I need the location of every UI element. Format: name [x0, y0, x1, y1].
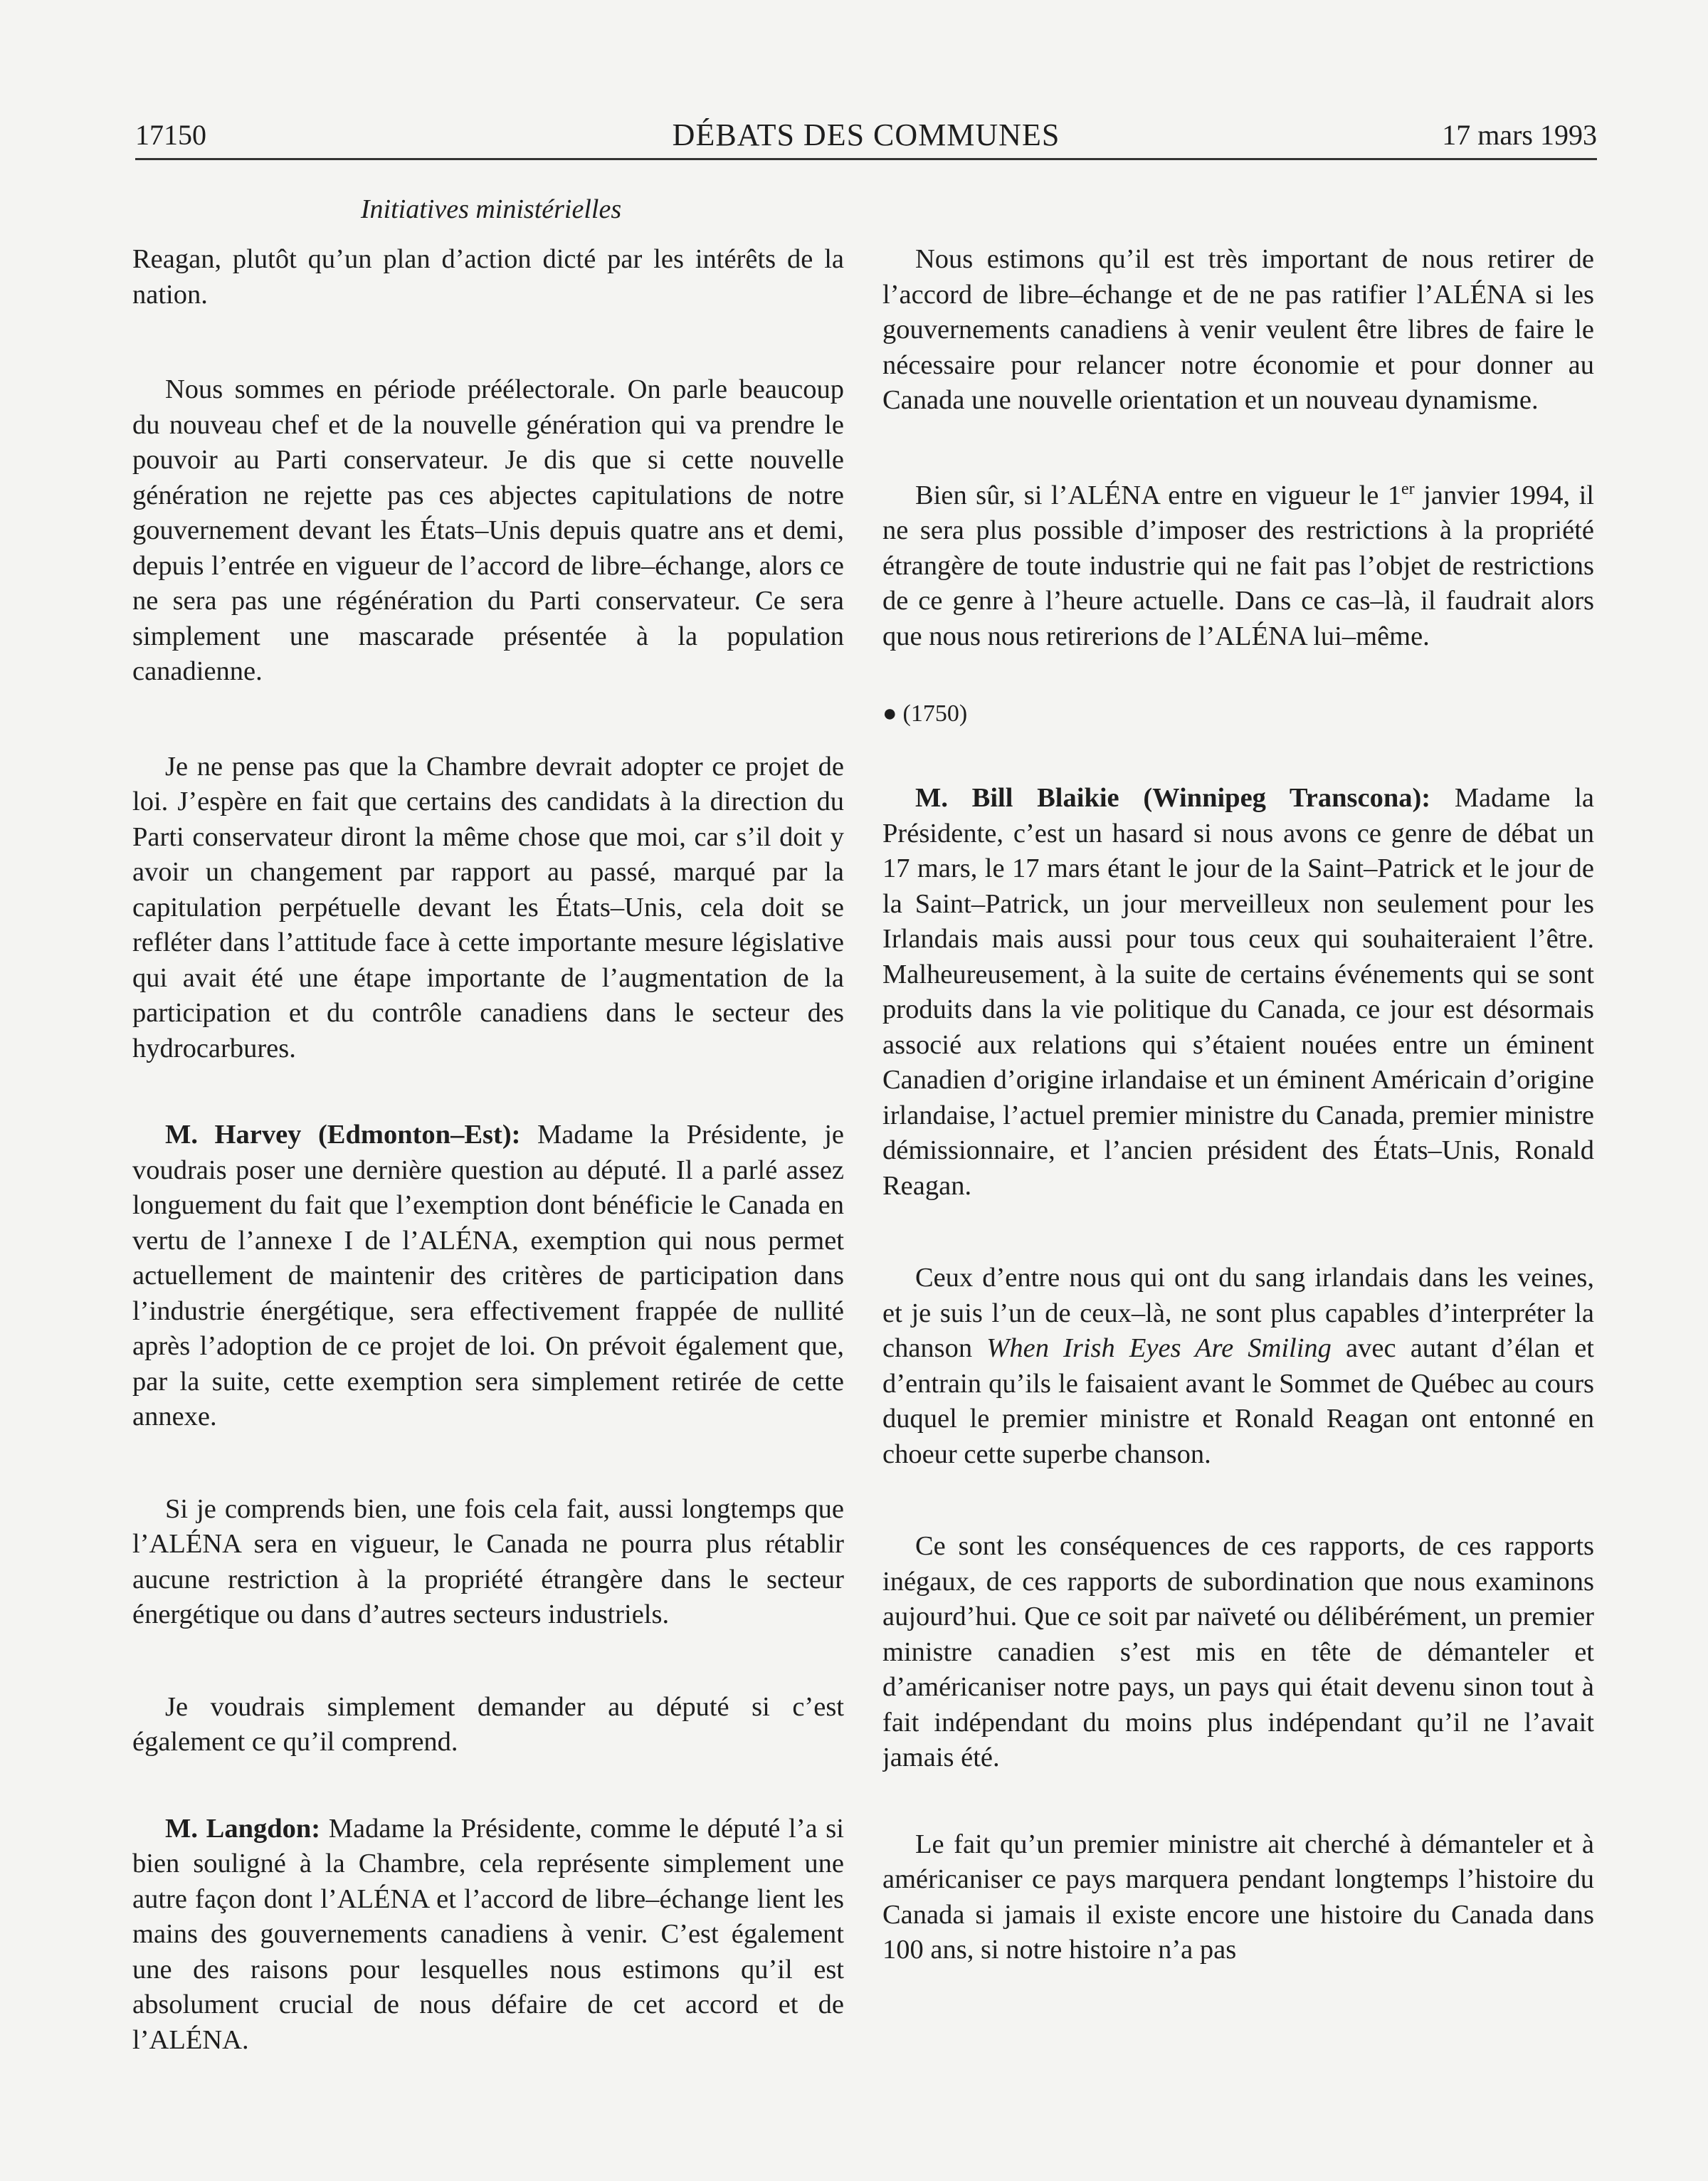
speech-text: Madame la Présidente, comme le député l’a si bien souligné à la Chambre, cela représente simplement une autre façon dont l’ALÉNA et l’accord de libre–échange lient les mains des gouvernements canadiens à venir. C’est également une des raisons pour lesquelles nous estimons qu’il est absolument crucial de nous défaire de cet accord et de l’ALÉNA.: [132, 1813, 844, 2055]
header-rule: [135, 158, 1597, 160]
left-column: [132, 242, 844, 2150]
paragraph: Je voudrais simplement demander au député si c’est également ce qu’il comprend.: [132, 1691, 844, 1757]
section-heading: Initiatives ministérielles: [360, 194, 622, 224]
publication-title: DÉBATS DES COMMUNES: [672, 117, 1060, 152]
page-header: [135, 114, 1597, 157]
paragraph: Je ne pense pas que la Chambre devrait adopter ce projet de loi. J’espère en fait que certains des candidats à la direction du Parti conservateur diront la même chose que moi, car s’il doit y avoir un changement par rapport au passé, marqué par la capitulation perpétuelle devant les États–Unis, cela doit se refléter dans l’attitude face à cette importante mesure législative qui avait été une étape importante de l’augmentation de la participation et du contrôle canadiens dans le secteur des hydrocarbures.: [132, 751, 844, 1063]
paragraph: Nous estimons qu’il est très important de nous retirer de l’accord de libre–échange et de ne pas ratifier l’ALÉNA si les gouvernements canadiens à venir veulent être libres de faire le nécessaire pour relancer notre économie et pour donner au Canada une nouvelle orientation et un nouveau dynamisme.: [882, 244, 1594, 415]
timestamp-text: (1750): [902, 700, 968, 727]
timestamp: [882, 697, 1594, 731]
paragraph: Si je comprends bien, une fois cela fait, aussi longtemps que l’ALÉNA sera en vigueur, le Canada ne pourra plus rétablir aucune restriction à la propriété étrangère dans le secteur énergétique ou dans d’autres secteurs industriels.: [132, 1493, 844, 1629]
paragraph: Reagan, plutôt qu’un plan d’action dicté par les intérêts de la nation.: [132, 244, 844, 310]
speaker-name: M. Bill Blaikie (Winnipeg Transcona):: [915, 783, 1431, 813]
bullet-icon: ●: [882, 700, 897, 727]
speaker-name: M. Harvey (Edmonton–Est):: [165, 1120, 521, 1150]
speech-text: Madame la Présidente, je voudrais poser une dernière question au député. Il a parlé assez longuement du fait que l’exemption dont bénéficie le Canada en vertu de l’annexe I de l’ALÉNA, exemption qui nous permet actuellement de maintenir des critères de participation dans l’industrie énergétique, sera effectivement frappée de nullité après l’adoption de ce projet de loi. On prévoit également que, par la suite, cette exemption sera simplement retirée de cette annexe.: [132, 1120, 844, 1431]
superscript: er: [1401, 479, 1415, 498]
paragraph-text: Bien sûr, si l’ALÉNA entre en vigueur le 1: [915, 480, 1402, 510]
paragraph: Nous sommes en période préélectorale. On parle beaucoup du nouveau chef et de la nouvelle génération qui va prendre le pouvoir au Parti conservateur. Je dis que si cette nouvelle génération ne rejette pas ces abjectes capitulations de notre gouvernement devant les États–Unis depuis quatre ans et demi, depuis l’entrée en vigueur de l’accord de libre–échange, alors ce ne sera pas une régénération du Parti conservateur. Ce sera simplement une mascarade présentée à la population canadienne.: [132, 374, 844, 686]
speech-text: Madame la Présidente, c’est un hasard si nous avons ce genre de débat un 17 mars, le 17 mars étant le jour de la Saint–Patrick et le jour de la Saint–Patrick, un jour merveilleux non seulement pour les Irlandais mais aussi pour tous ceux qui souhaiteraient l’être. Malheureusement, à la suite de certains événements qui se sont produits dans la vie politique du Canada, ce jour est désormais associé aux relations qui s’étaient nouées entre un éminent Canadien d’origine irlandaise et un éminent Américain d’origine irlandaise, l’actuel premier ministre du Canada, premier ministre démissionnaire, et l’ancien président des États–Unis, Ronald Reagan.: [882, 783, 1594, 1201]
speech-blaikie: [882, 781, 1594, 1204]
speech-langdon: [132, 1812, 844, 2059]
paragraph: [882, 1261, 1594, 1472]
paragraph-text: janvier 1994, il ne sera plus possible d’imposer des restrictions à la propriété étrangère de toute industrie qui ne fait pas l’objet de restrictions de ce genre à l’heure actuelle. Dans ce cas–là, il faudrait alors que nous nous retirerions de l’ALÉNA lui–même.: [882, 480, 1594, 651]
paragraph-text: Ceux d’entre nous qui ont du sang irlandais dans les veines, et je suis l’un de ceux–là, ne sont plus capables d’interpréter la chanson: [882, 1263, 1594, 1363]
paragraph: Ce sont les conséquences de ces rapports, de ces rapports inégaux, de ces rapports de subordination que nous examinons aujourd’hui. Que ce soit par naïveté ou délibérément, un premier ministre canadien s’est mis en tête de démanteler et d’américaniser notre pays, un pays qui était devenu sinon tout à fait indépendant du moins plus indépendant qu’il ne l’avait jamais été.: [882, 1531, 1594, 1772]
page-number: 17150: [135, 119, 206, 151]
speech-harvey: [132, 1118, 844, 1435]
paragraph: Le fait qu’un premier ministre ait cherché à démanteler et à américaniser ce pays marquera pendant longtemps l’histoire du Canada si jamais il existe encore une histoire du Canada dans 100 ans, si notre histoire n’a pas: [882, 1829, 1594, 1965]
speaker-name: M. Langdon:: [165, 1813, 321, 1844]
paragraph: [882, 478, 1594, 655]
right-column: [882, 242, 1594, 2150]
song-title: When Irish Eyes Are Smiling: [986, 1333, 1332, 1363]
paragraph-text: avec autant d’élan et d’entrain qu’ils le faisaient avant le Sommet de Québec au cours duquel le premier ministre et Ronald Reagan ont entonné en choeur cette superbe chanson.: [882, 1333, 1594, 1469]
publication-date: 17 mars 1993: [1442, 119, 1597, 151]
